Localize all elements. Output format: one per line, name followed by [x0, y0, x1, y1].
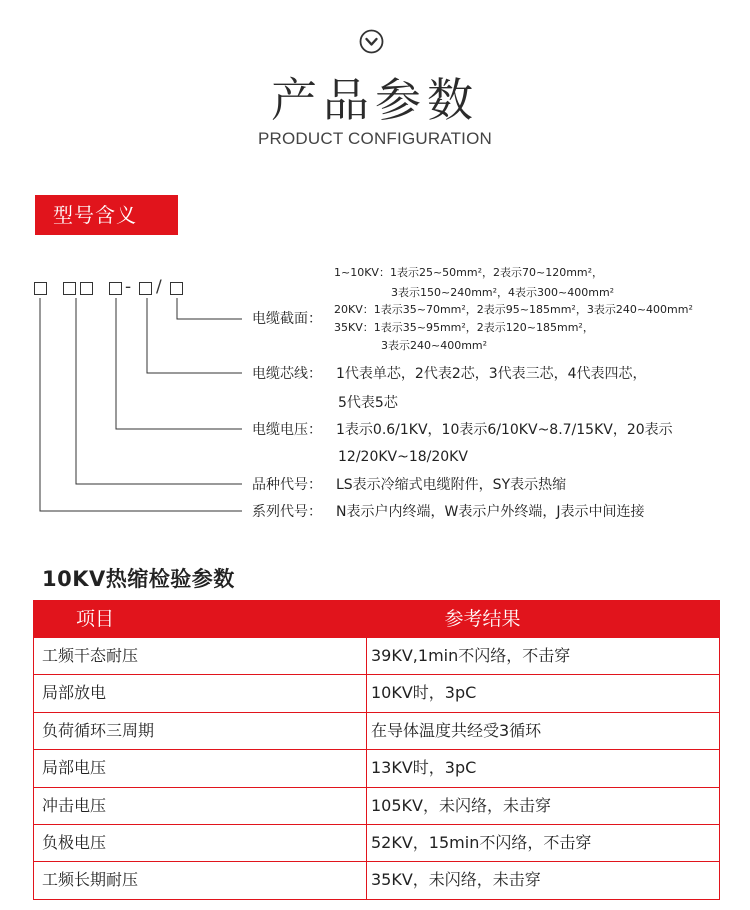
section-desc-line-2: 3表示150~240mm²，4表示300~400mm² — [391, 286, 615, 299]
header-item: 项目 — [75, 608, 114, 630]
table-row — [34, 712, 719, 749]
row-item: 冲击电压 — [34, 788, 367, 824]
label-cable-cores: 电缆芯线： — [252, 366, 322, 382]
table-row — [34, 749, 719, 786]
table-row — [34, 674, 719, 711]
code-separator-dash: - — [125, 277, 132, 297]
label-cable-section: 电缆截面： — [252, 311, 322, 327]
section-desc-line-5: 3表示240~400mm² — [381, 339, 488, 352]
row-result: 35KV，未闪络，未击穿 — [371, 870, 541, 890]
row-item: 负极电压 — [34, 825, 367, 861]
cores-desc-line-2: 5代表5芯 — [338, 395, 398, 411]
row-result: 52KV，15min不闪络，不击穿 — [371, 832, 592, 852]
row-result: 13KV时，3pC — [371, 758, 477, 778]
voltage-desc-line-2: 12/20KV~18/20KV — [338, 449, 468, 465]
table-row — [34, 861, 719, 898]
table-row — [34, 637, 719, 674]
code-separator-slash: / — [156, 277, 162, 297]
page-title: 产品参数 — [271, 73, 479, 127]
row-item: 工频长期耐压 — [34, 862, 367, 898]
label-variety-code: 品种代号： — [252, 477, 322, 493]
section-desc-line-4: 35KV：1表示35~95mm²，2表示120~185mm²， — [334, 321, 594, 334]
variety-desc: LS表示冷缩式电缆附件，SY表示热缩 — [336, 477, 567, 493]
row-item: 工频干态耐压 — [34, 638, 367, 674]
row-result: 在导体温度共经受3循环 — [371, 720, 542, 740]
label-series-code: 系列代号： — [252, 504, 322, 520]
series-desc: N表示户内终端，W表示户外终端，J表示中间连接 — [336, 504, 645, 520]
row-result: 10KV时，3pC — [371, 683, 477, 703]
row-item: 局部放电 — [34, 675, 367, 711]
test-params-table — [33, 600, 720, 900]
cores-desc-line-1: 1代表单芯，2代表2芯，3代表三芯，4代表四芯， — [336, 366, 647, 382]
page-subtitle: PRODUCT CONFIGURATION — [257, 129, 492, 148]
section-desc-line-3: 20KV：1表示35~70mm²，2表示95~185mm²，3表示240~400mm² — [334, 303, 693, 316]
voltage-desc-line-1: 1表示0.6/1KV，10表示6/10KV~8.7/15KV，20表示 — [336, 422, 673, 438]
table-row — [34, 824, 719, 861]
label-cable-voltage: 电缆电压： — [252, 422, 322, 438]
row-result: 39KV,1min不闪络，不击穿 — [371, 646, 571, 665]
row-item: 局部电压 — [34, 750, 367, 786]
test-section-title: 10KV热缩检验参数 — [42, 567, 235, 591]
table-row — [34, 787, 719, 824]
row-item: 负荷循环三周期 — [34, 713, 367, 749]
table-header — [34, 601, 719, 637]
row-result: 105KV，未闪络，未击穿 — [371, 795, 551, 815]
model-meaning-badge: 型号含义 — [35, 195, 178, 235]
header-result: 参考结果 — [444, 608, 521, 630]
section-desc-line-1: 1~10KV：1表示25~50mm²，2表示70~120mm²， — [334, 266, 604, 279]
